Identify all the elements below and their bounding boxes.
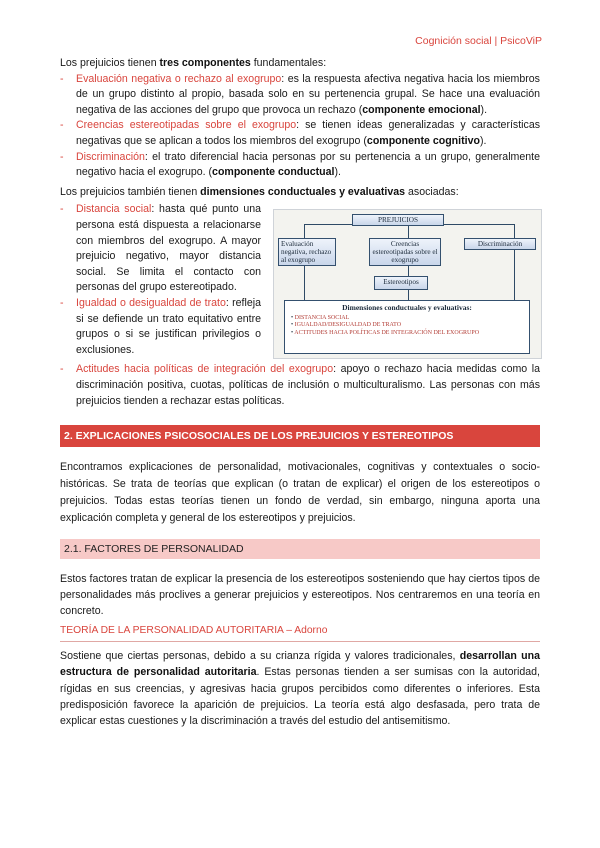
list-item-term: Discriminación	[76, 150, 145, 163]
components-intro	[60, 56, 540, 72]
diagram-dimension-item: • ACTITUDES HACIA POLÍTICAS DE INTEGRACIÓN DEL EXOGRUPO	[291, 330, 523, 337]
list-item-text: : apoyo o rechazo hacia medidas como la discriminación positiva, cuotas, políticas de inclusión o multiculturalismo. Las personas con más prejuicios tienden a rechazar estas políticas.	[76, 363, 540, 407]
list-item-bold: componente cognitivo	[366, 134, 480, 147]
dims-intro-bold: dimensiones conductuales y evaluativas	[200, 185, 406, 198]
list-item	[60, 118, 540, 149]
theory-text: Sostiene que ciertas personas, debido a su crianza rígida y valores tradicionales,	[60, 649, 460, 662]
page-content	[60, 56, 540, 730]
list-item-text: : el trato diferencial hacia personas por su pertenencia a un grupo, generalmente negativo hacia el exogrupo. (	[76, 150, 540, 179]
diagram-dimensions-box	[284, 300, 530, 354]
list-item	[60, 202, 261, 296]
section-2-1-banner: 2.1. FACTORES DE PERSONALIDAD	[60, 539, 540, 559]
page-header: Cognición social | PsicoViP	[415, 35, 542, 47]
list-item-text: : se tienen ideas generalizadas y características negativas que se aplican a todos los miembros del exogrupo (	[76, 119, 541, 147]
diagram-connector	[408, 224, 409, 238]
list-item	[60, 362, 540, 409]
diagram-dimension-item: • DISTANCIA SOCIAL	[291, 315, 523, 322]
dims-intro-text: Los prejuicios también tienen	[60, 185, 201, 198]
list-item-term: Igualdad o desigualdad de trato	[76, 296, 226, 309]
diagram-connector	[304, 224, 305, 238]
list-item-bold: componente emocional	[362, 103, 481, 116]
diagram-dimension-item: • IGUALDAD/DESIGUALDAD DE TRATO	[291, 322, 523, 329]
dims-intro-end: asociadas:	[405, 185, 459, 198]
diagram-connector	[408, 290, 409, 300]
section-2-text: Encontramos explicaciones de personalidad, motivacionales, cognitivas y contextuales o socio-históricas. Se trata de teorías que explican (o tratan de explicar) el origen de los estereotipos o prejuicios. Todas estas teorías tienen un fondo de verdad, sin embargo, ninguna aporta una explicación completa y general de los estereotipos y prejuicios.	[60, 461, 540, 525]
prejudice-diagram	[273, 209, 542, 359]
theory-text-end: . Estas personas tienden a ser sumisas con la autoridad, rígidas en sus creencias, y agresivas hacia grupos percibidos como diferentes o inferiores. Esta predisposición favorece la aparición de prejuicios. La teoría está algo desfasada, pero trata de explicar estas cuestiones y la discriminación a través del estudio del antisemitismo.	[60, 666, 540, 728]
list-item-end: ).	[479, 134, 487, 147]
diagram-box-creencias: Creencias estereotipadas sobre el exogrupo	[369, 238, 441, 266]
diagram-connector	[408, 266, 409, 276]
section-2-banner: 2. EXPLICACIONES PSICOSOCIALES DE LOS PREJUICIOS Y ESTEREOTIPOS	[60, 425, 540, 447]
list-item	[60, 150, 540, 181]
section-2-1-text: Estos factores tratan de explicar la presencia de los estereotipos sosteniendo que hay ciertos tipos de personalidades más proclives a generar prejuicios y estereotipos. Nos centraremos en una teoría en concreto.	[60, 573, 540, 618]
list-item-bold: componente conductual	[212, 166, 335, 179]
theory-bold: desarrollan una estructura de personalidad autoritaria	[60, 649, 541, 679]
list-item-end: ).	[334, 166, 341, 179]
list-item-text: : hasta qué punto una persona está dispuesta a relacionarse con miembros del exogrupo. A mayor prejuicio negativo, mayor distancia social. Se limita el contacto con personas del grupo estereotipado.	[76, 203, 261, 294]
theory-divider	[60, 641, 540, 642]
theory-paragraph	[60, 648, 540, 730]
intro-text: Los prejuicios tienen	[60, 57, 160, 69]
diagram-box-prejuicios: PREJUICIOS	[352, 214, 444, 226]
list-item-term: Actitudes hacia políticas de integración del exogrupo	[76, 363, 334, 376]
diagram-connector	[514, 250, 515, 300]
diagram-box-discriminacion: Discriminación	[464, 238, 536, 250]
theory-heading: TEORÍA DE LA PERSONALIDAD AUTORITARIA – Adorno	[60, 625, 328, 637]
diagram-box-estereotipos: Estereotipos	[374, 276, 428, 290]
diagram-connector	[514, 224, 515, 238]
diagram-dimensions-title: Dimensiones conductuales y evaluativas:	[342, 303, 472, 313]
list-item-term: Evaluación negativa o rechazo al exogrupo	[76, 72, 282, 85]
list-item-text: : es la respuesta afectiva negativa hacia los miembros de un grupo distinto al propio, basada solo en su pertenencia grupal. Se hace una evaluación negativa de las acciones del grupo que provoca un rechazo (	[76, 72, 540, 116]
list-item	[60, 296, 261, 358]
list-item-term: Distancia social	[76, 203, 152, 216]
intro-bold: tres componentes	[159, 57, 251, 69]
intro-text-end: fundamentales:	[250, 57, 327, 69]
list-item-end: ).	[480, 103, 488, 116]
list-item-term: Creencias estereotipadas sobre el exogrupo	[76, 119, 297, 132]
components-list	[60, 72, 540, 181]
list-item	[60, 72, 540, 119]
dimensions-list-cont	[60, 362, 540, 409]
dimensions-block	[60, 202, 540, 362]
list-item-text: : refleja si se defiende un trato equitativo entre grupos o si se justifican privilegios o exclusiones.	[76, 296, 261, 356]
dimensions-intro	[60, 185, 540, 201]
dimensions-list	[60, 202, 261, 358]
diagram-box-evaluacion: Evaluación negativa, rechazo al exogrupo	[278, 238, 336, 266]
diagram-connector	[304, 266, 305, 300]
